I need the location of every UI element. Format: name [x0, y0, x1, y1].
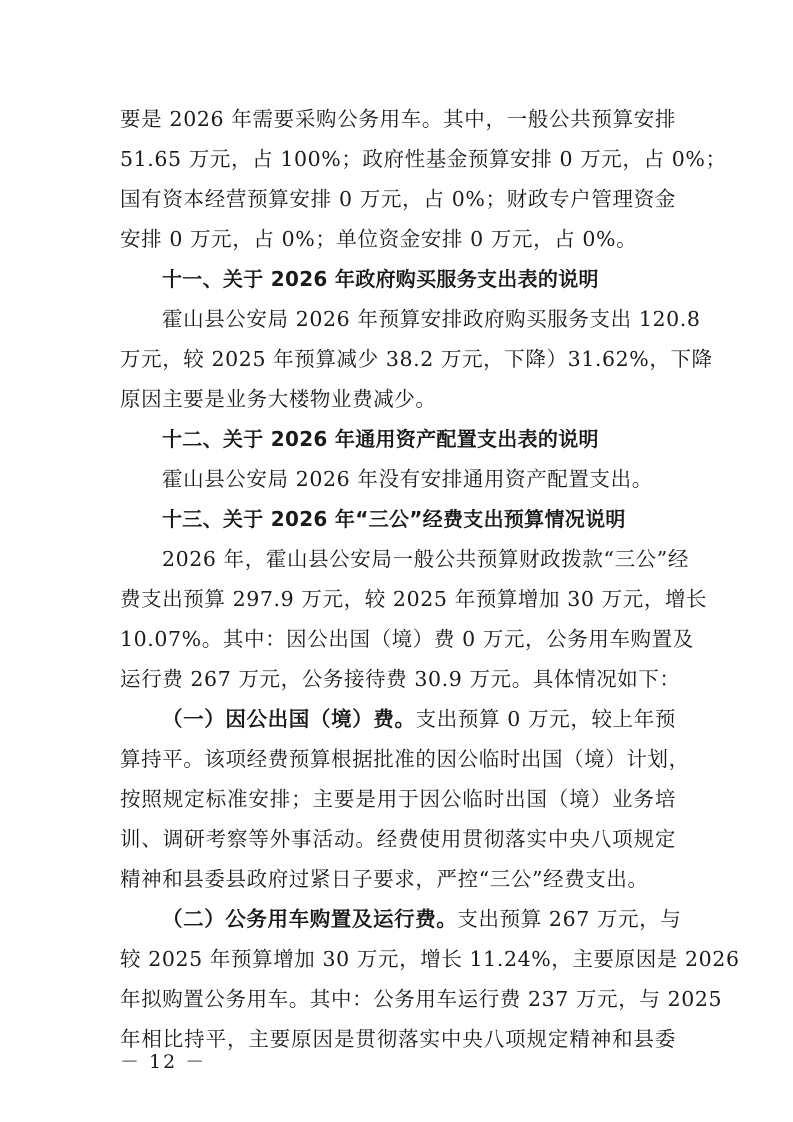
body-line: 10.07%。其中：因公出国（境）费 0 万元，公务用车购置及 [120, 627, 694, 651]
body-line: 2026 年，霍山县公安局一般公共预算财政拨款“三公”经 [162, 547, 689, 571]
section-heading-12: 十二、关于 2026 年通用资产配置支出表的说明 [162, 427, 599, 451]
body-line: 训、调研考察等外事活动。经费使用贯彻落实中央八项规定 [120, 827, 676, 851]
subsection-paragraph-start [162, 906, 682, 932]
body-line: 较 2025 年预算增加 30 万元，增长 11.24%，主要原因是 2026 [120, 947, 740, 971]
body-line: 算持平。该项经费预算根据批准的因公临时出国（境）计划， [120, 747, 690, 771]
subsection-paragraph-start [162, 706, 676, 732]
body-line: 51.65 万元，占 100%；政府性基金预算安排 0 万元，占 0%； [120, 147, 727, 171]
section-heading-13: 十三、关于 2026 年“三公”经费支出预算情况说明 [162, 507, 626, 531]
body-line: 年相比持平，主要原因是贯彻落实中央八项规定精神和县委 [120, 1027, 676, 1051]
body-line: 按照规定标准安排；主要是用于因公临时出国（境）业务培 [120, 787, 676, 811]
body-line: 霍山县公安局 2026 年没有安排通用资产配置支出。 [162, 467, 653, 491]
subsection-heading-2: （二）公务用车购置及运行费。 [162, 907, 458, 931]
subsection-heading-1: （一）因公出国（境）费。 [162, 707, 416, 731]
body-line: 安排 0 万元，占 0%；单位资金安排 0 万元，占 0%。 [120, 227, 638, 251]
body-text: 支出预算 0 万元，较上年预 [415, 707, 676, 731]
body-text: 支出预算 267 万元，与 [457, 907, 682, 931]
body-line: 万元，较 2025 年预算减少 38.2 万元，下降）31.62%，下降 [120, 347, 713, 371]
section-heading-11: 十一、关于 2026 年政府购买服务支出表的说明 [162, 267, 599, 291]
body-line: 霍山县公安局 2026 年预算安排政府购买服务支出 120.8 [162, 307, 701, 331]
body-line: 国有资本经营预算安排 0 万元，占 0%；财政专户管理资金 [120, 187, 676, 211]
page-number: － 12 － [120, 1051, 207, 1073]
body-line: 原因主要是业务大楼物业费减少。 [120, 387, 437, 411]
body-line: 费支出预算 297.9 万元，较 2025 年预算增加 30 万元，增长 [120, 587, 708, 611]
body-line: 运行费 267 万元，公务接待费 30.9 万元。具体情况如下： [120, 667, 681, 691]
body-line: 精神和县委县政府过紧日子要求，严控“三公”经费支出。 [120, 867, 649, 891]
body-line: 要是 2026 年需要采购公务用车。其中，一般公共预算安排 [120, 107, 676, 131]
body-line: 年拟购置公务用车。其中：公务用车运行费 237 万元，与 2025 [120, 987, 723, 1011]
